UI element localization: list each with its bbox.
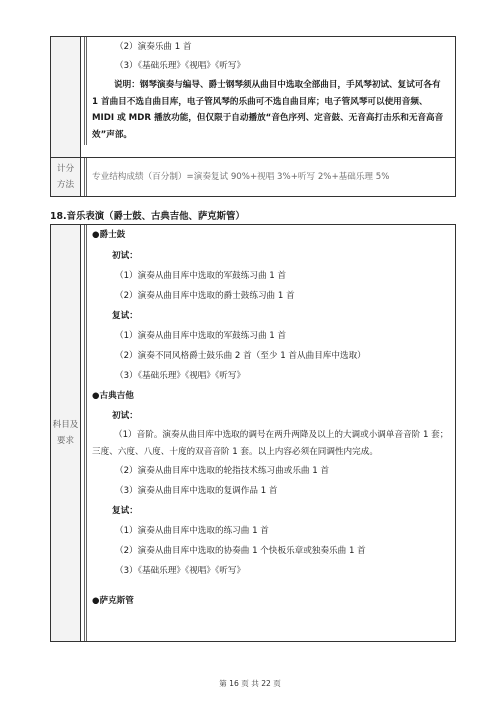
score-method-label xyxy=(51,158,81,197)
score-method-text: 专业结构成绩（百分制）=演奏复试 90%+视唱 3%+听写 2%+基础乐理 5% xyxy=(92,172,390,182)
guitar-scale-item: （1）音阶。演奏从曲目库中选取的调号在两升两降及以上的大调或小调单音音阶 1 套；三度、六度、八度、十度的双音音阶 1 套。以上内容必须在同调性内完成。 xyxy=(92,430,449,457)
top-requirements-table xyxy=(50,36,456,197)
page-footer: 第 16 页 共 22 页 xyxy=(219,679,281,688)
jazz-initial-item-2: （2）演奏从曲目库中选取的爵士鼓练习曲 1 首 xyxy=(115,291,295,301)
top-item-3: （3）《基础乐理》《视唱》《听写》 xyxy=(115,61,246,71)
main-content-cell xyxy=(81,225,456,642)
guitar-retest-item-3: （3）《基础乐理》《视唱》《听写》 xyxy=(115,566,246,576)
score-method-cell xyxy=(81,158,456,197)
top-empty-side-cell xyxy=(51,37,81,158)
saxophone-heading: ●萨克斯管 xyxy=(92,596,134,606)
jazz-drum-heading: ●爵士鼓 xyxy=(92,230,126,240)
top-note: 说明：钢琴演奏与编导、爵士钢琴须从曲目中选取全部曲目，手风琴初试、复试可各有 1 首曲目不选自曲目库，电子管风琴的乐曲可不选自曲目库；电子管风琴可以使用音频、MIDI 或 MDR 播放功能，但仅限于自动播放“音色序列、定音鼓、无音高打击乐和无音高音效”声部。 xyxy=(92,80,444,140)
side-label-line-1: 科目及 xyxy=(52,420,79,430)
jazz-retest-item-2: （2）演奏不同风格爵士鼓乐曲 2 首（至少 1 首从曲目库中选取） xyxy=(115,351,366,361)
main-requirements-table xyxy=(50,224,456,642)
guitar-initial-item-3: （3）演奏从曲目库中选取的复调作品 1 首 xyxy=(115,486,278,496)
score-label-line-2: 方法 xyxy=(56,180,75,190)
jazz-initial-item-1: （1）演奏从曲目库中选取的军鼓练习曲 1 首 xyxy=(115,271,287,281)
guitar-retest-item-1: （1）演奏从曲目库中选取的练习曲 1 首 xyxy=(115,526,269,536)
guitar-retest-label: 复试： xyxy=(112,506,138,516)
section-title: 18.音乐表演（爵士鼓、古典吉他、萨克斯管） xyxy=(50,211,245,222)
jazz-retest-item-1: （1）演奏从曲目库中选取的军鼓练习曲 1 首 xyxy=(115,331,287,341)
classical-guitar-heading: ●古典吉他 xyxy=(92,391,134,401)
jazz-retest-item-3: （3）《基础乐理》《视唱》《听写》 xyxy=(115,371,246,381)
subject-requirements-label xyxy=(51,225,81,642)
guitar-initial-item-2: （2）演奏从曲目库中选取的轮指技术练习曲或乐曲 1 首 xyxy=(115,466,330,476)
top-content-cell xyxy=(81,37,456,158)
guitar-initial-label: 初试： xyxy=(112,411,138,421)
score-label-line-1: 计分 xyxy=(56,164,75,174)
side-label-line-2: 要求 xyxy=(56,436,75,446)
jazz-initial-label: 初试： xyxy=(112,251,138,261)
guitar-retest-item-2: （2）演奏从曲目库中选取的协奏曲 1 个快板乐章或独奏乐曲 1 首 xyxy=(115,546,366,556)
jazz-retest-label: 复试： xyxy=(112,311,138,321)
top-item-2: （2）演奏乐曲 1 首 xyxy=(115,42,192,52)
